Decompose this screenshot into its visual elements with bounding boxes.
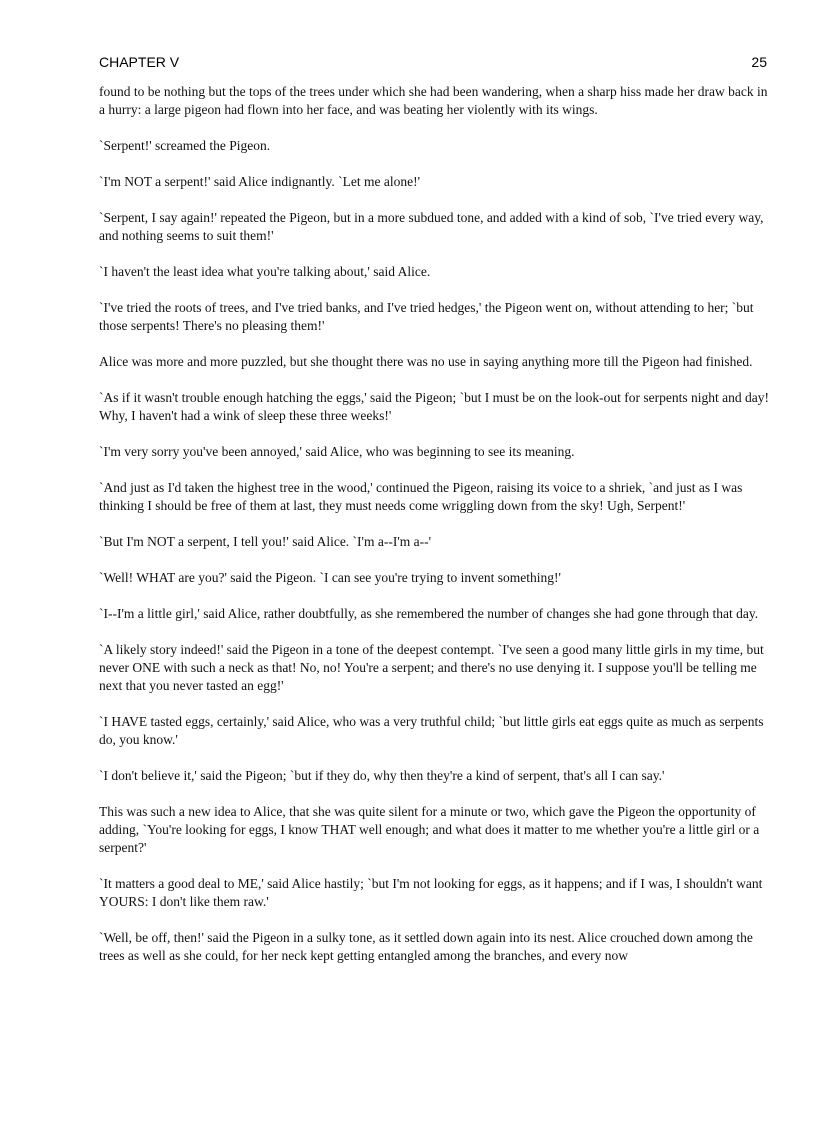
body-text xyxy=(99,83,770,983)
chapter-title: CHAPTER V xyxy=(99,54,180,70)
paragraph: `I haven't the least idea what you're talking about,' said Alice. xyxy=(99,264,431,279)
paragraph: `Well, be off, then!' said the Pigeon in a sulky tone, as it settled down again into its nest. Alice crouched down among the trees as well as she could, for her neck kept getting entangled among the branches, and every now xyxy=(99,930,753,963)
paragraph: `But I'm NOT a serpent, I tell you!' said Alice. `I'm a--I'm a--' xyxy=(99,534,432,549)
paragraph: `It matters a good deal to ME,' said Alice hastily; `but I'm not looking for eggs, as it happens; and if I was, I shouldn't want YOURS: I don't like them raw.' xyxy=(99,876,763,909)
paragraph: `I--I'm a little girl,' said Alice, rather doubtfully, as she remembered the number of changes she had gone through that day. xyxy=(99,606,759,621)
paragraph: `As if it wasn't trouble enough hatching the eggs,' said the Pigeon; `but I must be on the look-out for serpents night and day! Why, I haven't had a wink of sleep these three weeks!' xyxy=(99,390,769,423)
page-number: 25 xyxy=(751,54,767,70)
paragraph: `A likely story indeed!' said the Pigeon in a tone of the deepest contempt. `I've seen a good many little girls in my time, but never ONE with such a neck as that! No, no! You're a serpent; and there's no use denying it. I suppose you'll be telling me next that you never tasted an egg!' xyxy=(99,642,764,693)
paragraph: `I'm very sorry you've been annoyed,' said Alice, who was beginning to see its meaning. xyxy=(99,444,575,459)
paragraph: `Well! WHAT are you?' said the Pigeon. `I can see you're trying to invent something!' xyxy=(99,570,561,585)
paragraph: `I'm NOT a serpent!' said Alice indignantly. `Let me alone!' xyxy=(99,174,421,189)
paragraph: `And just as I'd taken the highest tree in the wood,' continued the Pigeon, raising its voice to a shriek, `and just as I was thinking I should be free of them at last, they must needs come wriggling down from the sky! Ugh, Serpent!' xyxy=(99,480,743,513)
paragraph: `I don't believe it,' said the Pigeon; `but if they do, why then they're a kind of serpent, that's all I can say.' xyxy=(99,768,665,783)
paragraph: found to be nothing but the tops of the trees under which she had been wandering, when a sharp hiss made her draw back in a hurry: a large pigeon had flown into her face, and was beating her violently with its wings. xyxy=(99,84,768,117)
paragraph: This was such a new idea to Alice, that she was quite silent for a minute or two, which gave the Pigeon the opportunity of adding, `You're looking for eggs, I know THAT well enough; and what does it matter to me whether you're a little girl or a serpent?' xyxy=(99,804,760,855)
paragraph: `Serpent!' screamed the Pigeon. xyxy=(99,138,271,153)
running-header xyxy=(99,53,767,71)
paragraph: `Serpent, I say again!' repeated the Pigeon, but in a more subdued tone, and added with a kind of sob, `I've tried every way, and nothing seems to suit them!' xyxy=(99,210,764,243)
paragraph: `I HAVE tasted eggs, certainly,' said Alice, who was a very truthful child; `but little girls eat eggs quite as much as serpents do, you know.' xyxy=(99,714,764,747)
paragraph: Alice was more and more puzzled, but she thought there was no use in saying anything more till the Pigeon had finished. xyxy=(99,354,753,369)
paragraph: `I've tried the roots of trees, and I've tried banks, and I've tried hedges,' the Pigeon went on, without attending to her; `but those serpents! There's no pleasing them!' xyxy=(99,300,754,333)
